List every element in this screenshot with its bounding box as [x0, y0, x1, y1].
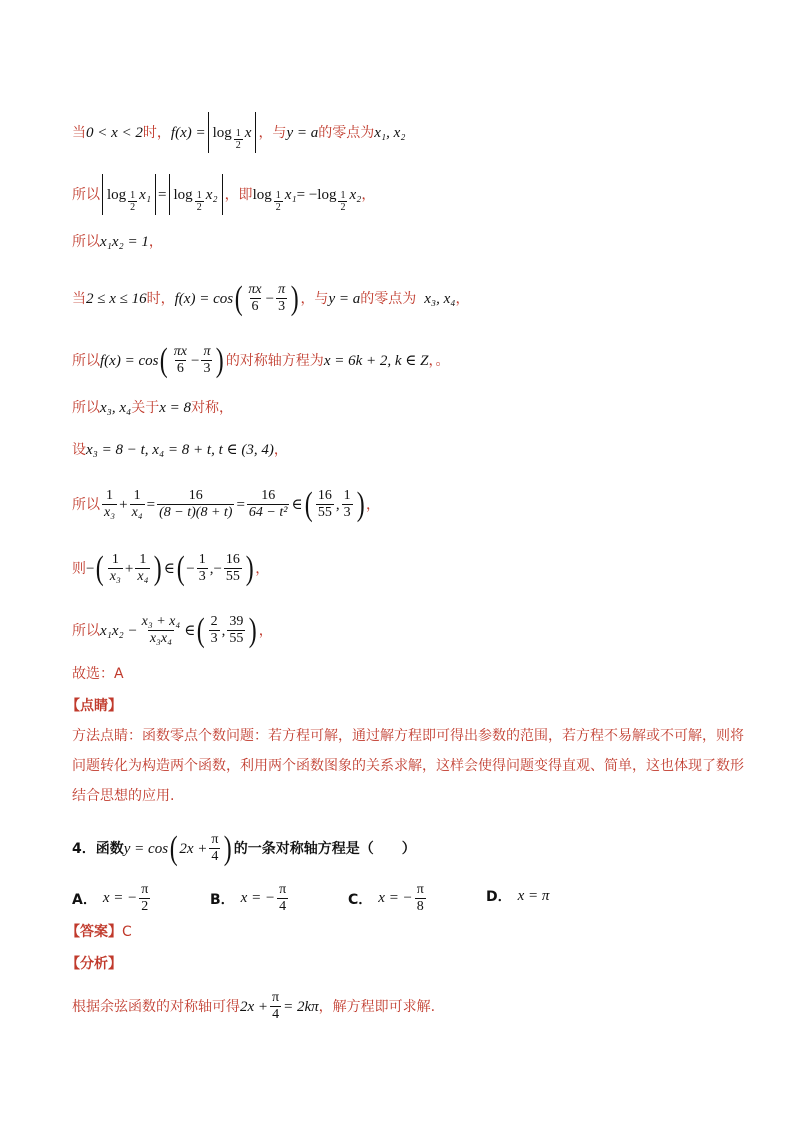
fraction: [172, 344, 189, 377]
op: =: [146, 496, 156, 513]
text: ，: [148, 234, 163, 250]
fraction: [227, 614, 245, 647]
line-reciprocal-sum: [72, 485, 754, 523]
den: 3: [210, 631, 218, 646]
text: ，: [273, 442, 288, 458]
paren: ): [245, 549, 254, 587]
math: = 2kπ: [283, 998, 319, 1015]
paren: (: [197, 611, 205, 649]
option-b[interactable]: [210, 882, 290, 915]
text: 所以: [72, 352, 100, 369]
num: 1: [106, 488, 114, 503]
fraction: [277, 882, 288, 915]
op: ,: [209, 560, 214, 577]
den: (8 − t)(8 + t): [159, 505, 233, 520]
text: ，: [258, 622, 273, 639]
den: 6: [176, 361, 184, 376]
option-label: C．: [348, 891, 373, 908]
num: 1: [111, 552, 119, 567]
log: log: [173, 186, 193, 203]
num: 16: [317, 488, 332, 503]
analysis-line: [72, 990, 754, 1023]
var: x₁: [284, 186, 297, 203]
den: 2: [130, 202, 136, 213]
paren: (: [304, 485, 313, 523]
den: 2: [275, 202, 281, 213]
num: π: [211, 832, 219, 847]
num: π: [141, 882, 149, 897]
text: 关于: [131, 400, 160, 416]
text: 所以: [72, 400, 100, 416]
var: x₂: [349, 186, 362, 203]
den: x₃: [109, 569, 121, 584]
den: 3: [278, 299, 286, 314]
math: 2x +: [240, 998, 269, 1015]
text: 时，: [146, 290, 175, 307]
text: ，解方程即可求解.: [318, 998, 436, 1015]
num: 1: [275, 190, 281, 201]
math: x = π: [517, 887, 550, 904]
paren: (: [160, 341, 169, 379]
question-number: 4．: [72, 840, 96, 857]
op: ∈: [291, 496, 303, 513]
op: ∈: [184, 622, 196, 639]
text: 的对称轴方程为: [225, 352, 324, 369]
op: =: [158, 186, 167, 203]
den: 3: [198, 569, 206, 584]
math: x₃, x₄: [424, 290, 456, 307]
op: −: [86, 560, 95, 577]
den: 4: [211, 849, 219, 864]
paren: ): [224, 829, 233, 867]
math: f(x) = cos: [100, 352, 159, 369]
fraction: [140, 614, 183, 647]
var: x₁: [139, 186, 152, 203]
den: 6: [251, 299, 259, 314]
text: 所以: [72, 186, 100, 203]
math: y = a: [286, 124, 319, 141]
den: 4: [279, 899, 287, 914]
num: πx: [173, 344, 187, 359]
num: 1: [198, 552, 206, 567]
math: x₁x₂ = 1: [100, 234, 149, 250]
text: ，: [455, 290, 470, 307]
math: x₃, x₄: [100, 400, 132, 416]
paren: ): [216, 341, 225, 379]
num: π: [272, 990, 280, 1005]
text: 时，: [142, 124, 171, 141]
abs-log-x1: [102, 174, 156, 215]
line-negation: [72, 549, 754, 587]
fraction: [195, 190, 204, 213]
text: ，即: [224, 186, 253, 203]
fraction: [130, 488, 145, 521]
option-label: D．: [486, 889, 512, 905]
math: 2x +: [179, 840, 208, 857]
den: x₄: [131, 505, 143, 520]
fraction: [139, 882, 150, 915]
option-label: B．: [210, 891, 235, 908]
dianjing-heading: 【点睛】: [66, 698, 122, 714]
text: 则: [72, 560, 86, 577]
fraction: [197, 552, 208, 585]
question-4: [72, 829, 754, 867]
den: 2: [196, 202, 202, 213]
var: x₂: [205, 186, 218, 203]
op: +: [119, 496, 128, 513]
op: +: [124, 560, 134, 577]
text: 根据余弦函数的对称轴可得: [72, 998, 240, 1015]
text: ，。: [428, 352, 450, 369]
op: −: [186, 560, 195, 577]
fraction: [415, 882, 426, 915]
fraction: [316, 488, 334, 521]
math: x₁, x₂: [374, 124, 406, 141]
math: x = 8: [159, 400, 192, 416]
num: 1: [139, 552, 147, 567]
fraction: [246, 282, 263, 315]
text: 的零点为: [360, 290, 417, 307]
den: 2: [235, 140, 241, 151]
num: 1: [196, 190, 202, 201]
fraction: [270, 990, 281, 1023]
op: ∈: [163, 560, 175, 577]
math: x = 6k + 2, k ∈ Z: [323, 352, 429, 369]
op: −: [213, 560, 222, 577]
text: 所以: [72, 622, 100, 639]
paren: ): [290, 279, 299, 317]
num: 16: [261, 488, 276, 503]
line-case-2: [72, 279, 754, 317]
math: f(x) = cos: [174, 290, 234, 307]
math: x₁x₂ −: [100, 622, 138, 639]
paren: ): [356, 485, 365, 523]
math: 2 ≤ x ≤ 16: [86, 290, 147, 307]
line-substitution: [72, 440, 754, 460]
answer-line: 故选：A: [72, 666, 124, 682]
op: =: [236, 496, 245, 513]
text: ，与: [300, 290, 329, 307]
num: 1: [340, 190, 346, 201]
num: 1: [133, 488, 141, 503]
den: 8: [416, 899, 424, 914]
den: x₄: [137, 569, 149, 584]
line-abs-equal: [72, 174, 754, 215]
line-symmetry-axis: [72, 341, 754, 379]
log: log: [317, 186, 337, 203]
fraction: [234, 128, 243, 151]
num: πx: [248, 282, 262, 297]
den: x₃x₄: [149, 631, 173, 646]
fraction: [135, 552, 150, 585]
analysis-heading: 【分析】: [66, 956, 122, 972]
fraction: [274, 190, 283, 213]
text: 的零点为: [318, 124, 375, 141]
den: 3: [203, 361, 211, 376]
math: 0 < x < 2: [86, 124, 143, 141]
math: f(x) =: [170, 124, 206, 141]
text: 当: [72, 124, 86, 141]
num: 1: [235, 128, 241, 139]
log: log: [107, 186, 127, 203]
math: x = −: [378, 890, 413, 906]
paren: ): [154, 549, 163, 587]
den: 64 − t²: [248, 505, 288, 520]
num: 1: [343, 488, 351, 503]
log: log: [252, 186, 272, 203]
paren: (: [96, 549, 105, 587]
option-label: A．: [72, 891, 97, 908]
den: 55: [317, 505, 332, 520]
abs-log-x2: [169, 174, 223, 215]
math: x₃ = 8 − t, x₄ = 8 + t, t ∈ (3, 4): [86, 442, 274, 458]
fraction: [108, 552, 123, 585]
option-c[interactable]: [348, 882, 428, 915]
num: 39: [229, 614, 244, 629]
fraction: [224, 552, 242, 585]
num: 1: [130, 190, 136, 201]
num: x₃ + x₄: [141, 614, 181, 629]
fraction: [128, 190, 137, 213]
text: 所以: [72, 496, 100, 513]
op: ,: [221, 622, 226, 639]
num: π: [278, 282, 286, 297]
den: 4: [272, 1007, 280, 1022]
den: 2: [340, 202, 346, 213]
line-symmetric-about: [72, 398, 754, 418]
num: 16: [225, 552, 240, 567]
text: 所以: [72, 234, 100, 250]
fraction: [102, 488, 117, 521]
paren: (: [169, 829, 178, 867]
text: ，: [365, 496, 380, 513]
num: 2: [210, 614, 218, 629]
num: π: [279, 882, 287, 897]
text: 设: [72, 442, 86, 458]
option-d[interactable]: [486, 886, 549, 906]
abs-log: [208, 112, 257, 153]
math: y = cos: [123, 840, 169, 857]
fraction: [157, 488, 234, 521]
num: π: [416, 882, 424, 897]
den: 2: [141, 899, 149, 914]
paren: ): [249, 611, 258, 649]
option-a[interactable]: [72, 882, 152, 915]
paren: (: [176, 549, 185, 587]
log: log: [212, 124, 232, 141]
fraction: [209, 614, 220, 647]
op: = −: [296, 186, 318, 203]
text: ，与: [258, 124, 287, 141]
text: ，: [361, 186, 376, 203]
op: −: [191, 352, 200, 369]
text: 对称，: [191, 400, 234, 416]
fraction: [342, 488, 353, 521]
den: 55: [225, 569, 240, 584]
text: 函数: [95, 840, 124, 857]
answer-label: 【答案】: [66, 924, 122, 940]
text: 当: [72, 290, 86, 307]
text: 的一条对称轴方程是（ ）: [233, 840, 416, 857]
den: 3: [343, 505, 351, 520]
text: ，: [255, 560, 270, 577]
fraction: [247, 488, 290, 521]
fraction: [201, 344, 212, 377]
math: x = −: [240, 890, 276, 906]
den: x₃: [104, 505, 116, 520]
line-case-1: [72, 112, 754, 153]
num: π: [203, 344, 211, 359]
answer-value: C: [122, 924, 132, 940]
fraction: [276, 282, 287, 315]
answer-heading: [66, 922, 754, 942]
math: y = a: [328, 290, 361, 307]
math: x = −: [102, 890, 138, 906]
line-final-range: [72, 611, 754, 649]
op: ,: [335, 496, 340, 513]
line-product: [72, 232, 754, 252]
den: 55: [229, 631, 244, 646]
num: 16: [188, 488, 203, 503]
fraction: [209, 832, 220, 865]
method-paragraph: 方法点睛：函数零点个数问题：若方程可解，通过解方程即可得出参数的范围，若方程不易解或不可解，则将问题转化为构造两个函数，利用两个函数图象的关系求解，这样会使得问题变得直观、简单，这也体现了数形结合思想的应用.: [72, 728, 744, 804]
paren: (: [234, 279, 243, 317]
fraction: [338, 190, 347, 213]
var: x: [244, 124, 252, 141]
op: −: [265, 290, 275, 307]
